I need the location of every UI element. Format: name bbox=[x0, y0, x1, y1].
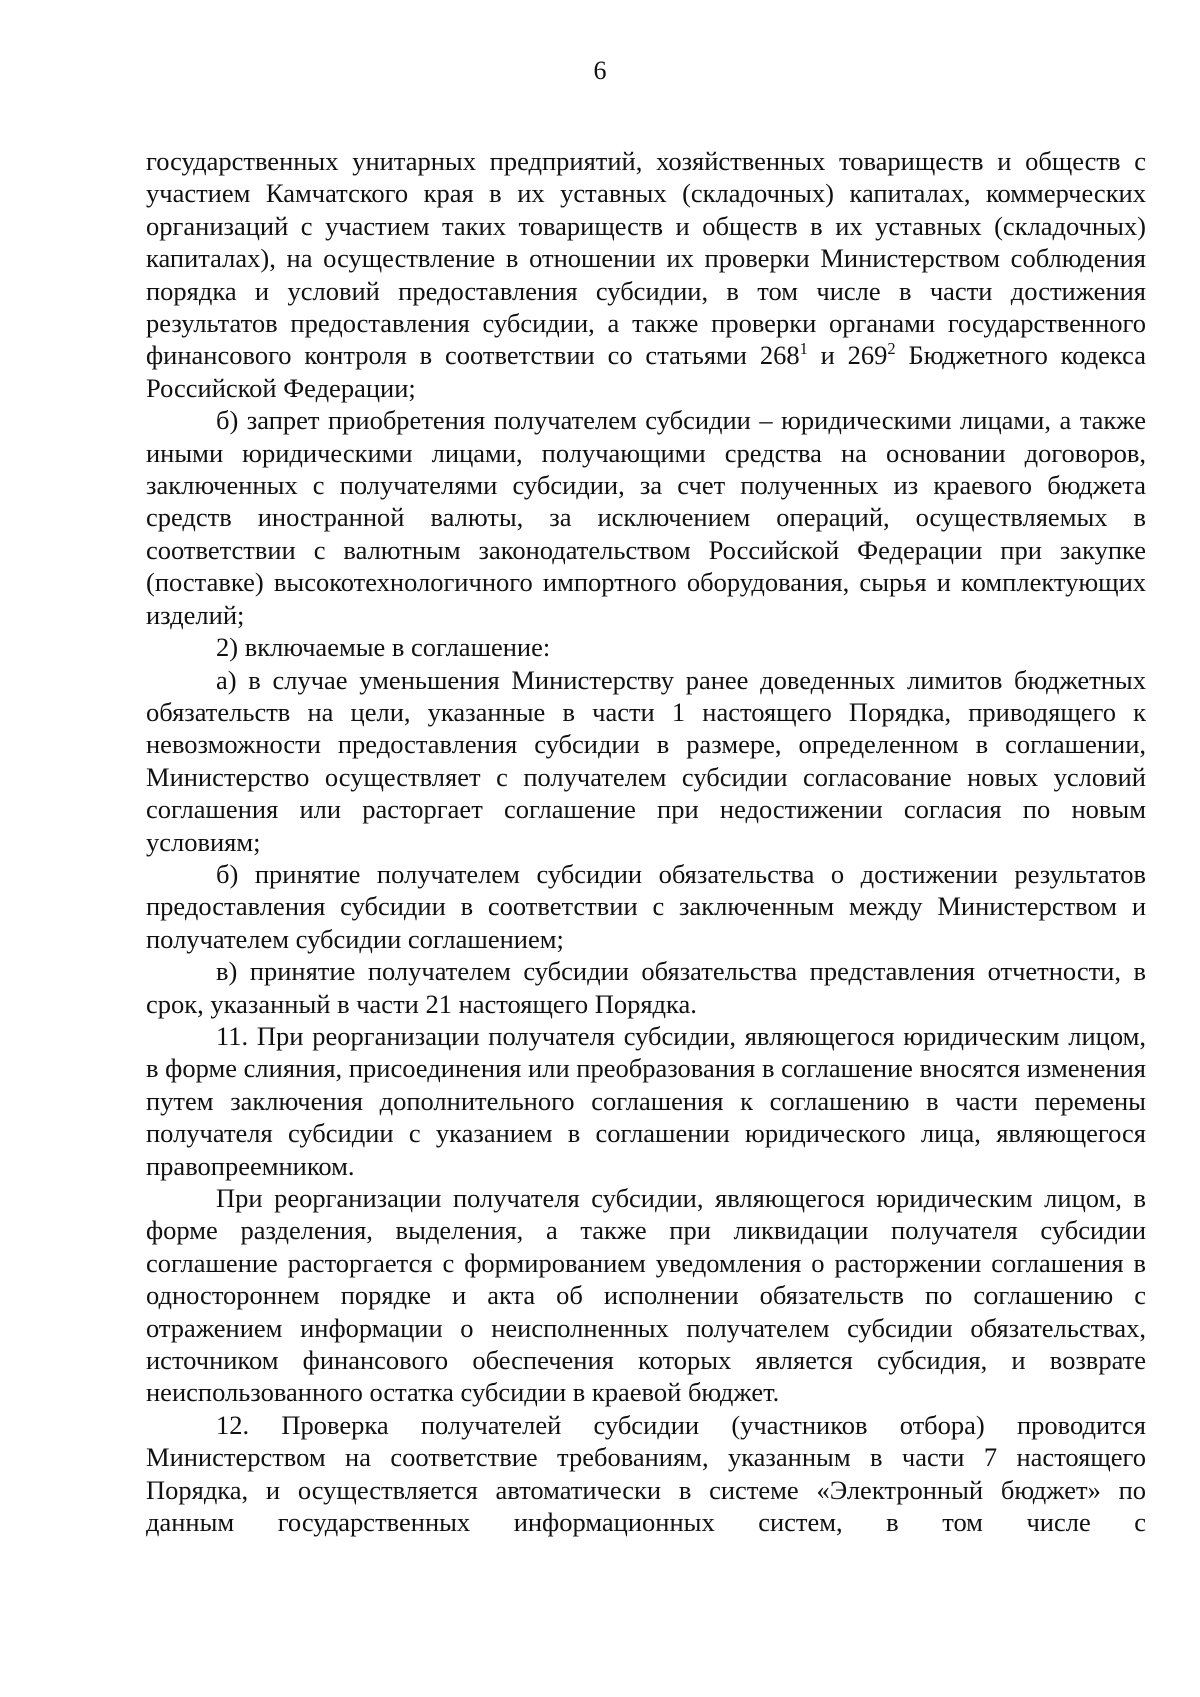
superscript-index: 1 bbox=[799, 339, 808, 359]
paragraph-subitem-v: в) принятие получателем субсидии обязательства представления отчетности, в срок, указанный в части 21 настоящего Порядка. bbox=[146, 956, 1146, 1019]
paragraph-reorganization: При реорганизации получателя субсидии, являющегося юридическим лицом, в форме разделения, выделения, а также при ликвидации получателя субсидии соглашение расторгается с формированием уведомления о расторжении соглашения в одностороннем порядке и акта об исполнении обязательств по соглашению с отражением информации о неисполненных получателем субсидии обязательствах, источником финансового обеспечения которых является субсидия, и возврате неиспользованного остатка субсидии в краевой бюджет. bbox=[146, 1183, 1146, 1408]
paragraph-section-11: 11. При реорганизации получателя субсидии, являющегося юридическим лицом, в форме слияния, присоединения или преобразования в соглашение вносятся изменения путем заключения дополнительного соглашения к соглашению в части перемены получателя субсидии с указанием в соглашении юридического лица, являющегося правопреемником. bbox=[146, 1020, 1146, 1181]
paragraph-text: Бюджетного кодекса Российской Федерации; bbox=[146, 340, 1146, 403]
paragraph-subitem-b: б) принятие получателем субсидии обязательства о достижении результатов предоставления субсидии в соответствии с заключенным между Министерством и получателем субсидии соглашением; bbox=[146, 858, 1146, 954]
paragraph-subitem-b-prohibition: б) запрет приобретения получателем субсидии – юридическими лицами, а также иными юридическими лицами, получающими средства на основании договоров, заключенных с получателями субсидии, за счет полученных из краевого бюджета средств иностранной валюты, за исключением операций, осуществляемых в соответствии с валютным законодательством Российской Федерации при закупке (поставке) высокотехнологичного импортного оборудования, сырья и комплектующих изделий; bbox=[146, 405, 1146, 630]
page-number: 6 bbox=[593, 56, 607, 85]
superscript-index: 2 bbox=[887, 339, 896, 359]
paragraph-section-12: 12. Проверка получателей субсидии (участников отбора) проводится Министерством на соответствие требованиям, указанным в части 7 настоящего Порядка, и осуществляется автоматически в системе «Электронный бюджет» по данным государственных информационных систем, в том числе с bbox=[146, 1409, 1146, 1538]
paragraph-text: государственных унитарных предприятий, хозяйственных товариществ и обществ с участием Камчатского края в их уставных (складочных) капиталах, коммерческих организаций с участием таких товариществ и обществ в их уставных (складочных) капиталах), на осуществление в отношении их проверки Министерством соблюдения порядка и условий предоставления субсидии, в том числе в части достижения результатов предоставления субсидии, а также проверки органами государственного финансового контроля в соответствии со статьями 268 bbox=[146, 146, 1146, 371]
paragraph-subitem-a: а) в случае уменьшения Министерству ранее доведенных лимитов бюджетных обязательств на цели, указанные в части 1 настоящего Порядка, приводящего к невозможности предоставления субсидии в размере, определенном в соглашении, Министерство осуществляет с получателем субсидии согласование новых условий соглашения или расторгает соглашение при недостижении согласия по новым условиям; bbox=[146, 664, 1146, 857]
document-body bbox=[146, 145, 1146, 1538]
paragraph-item-2: 2) включаемые в соглашение: bbox=[216, 632, 551, 663]
paragraph-text: и 269 bbox=[807, 340, 888, 371]
paragraph-continuation bbox=[146, 145, 1146, 404]
